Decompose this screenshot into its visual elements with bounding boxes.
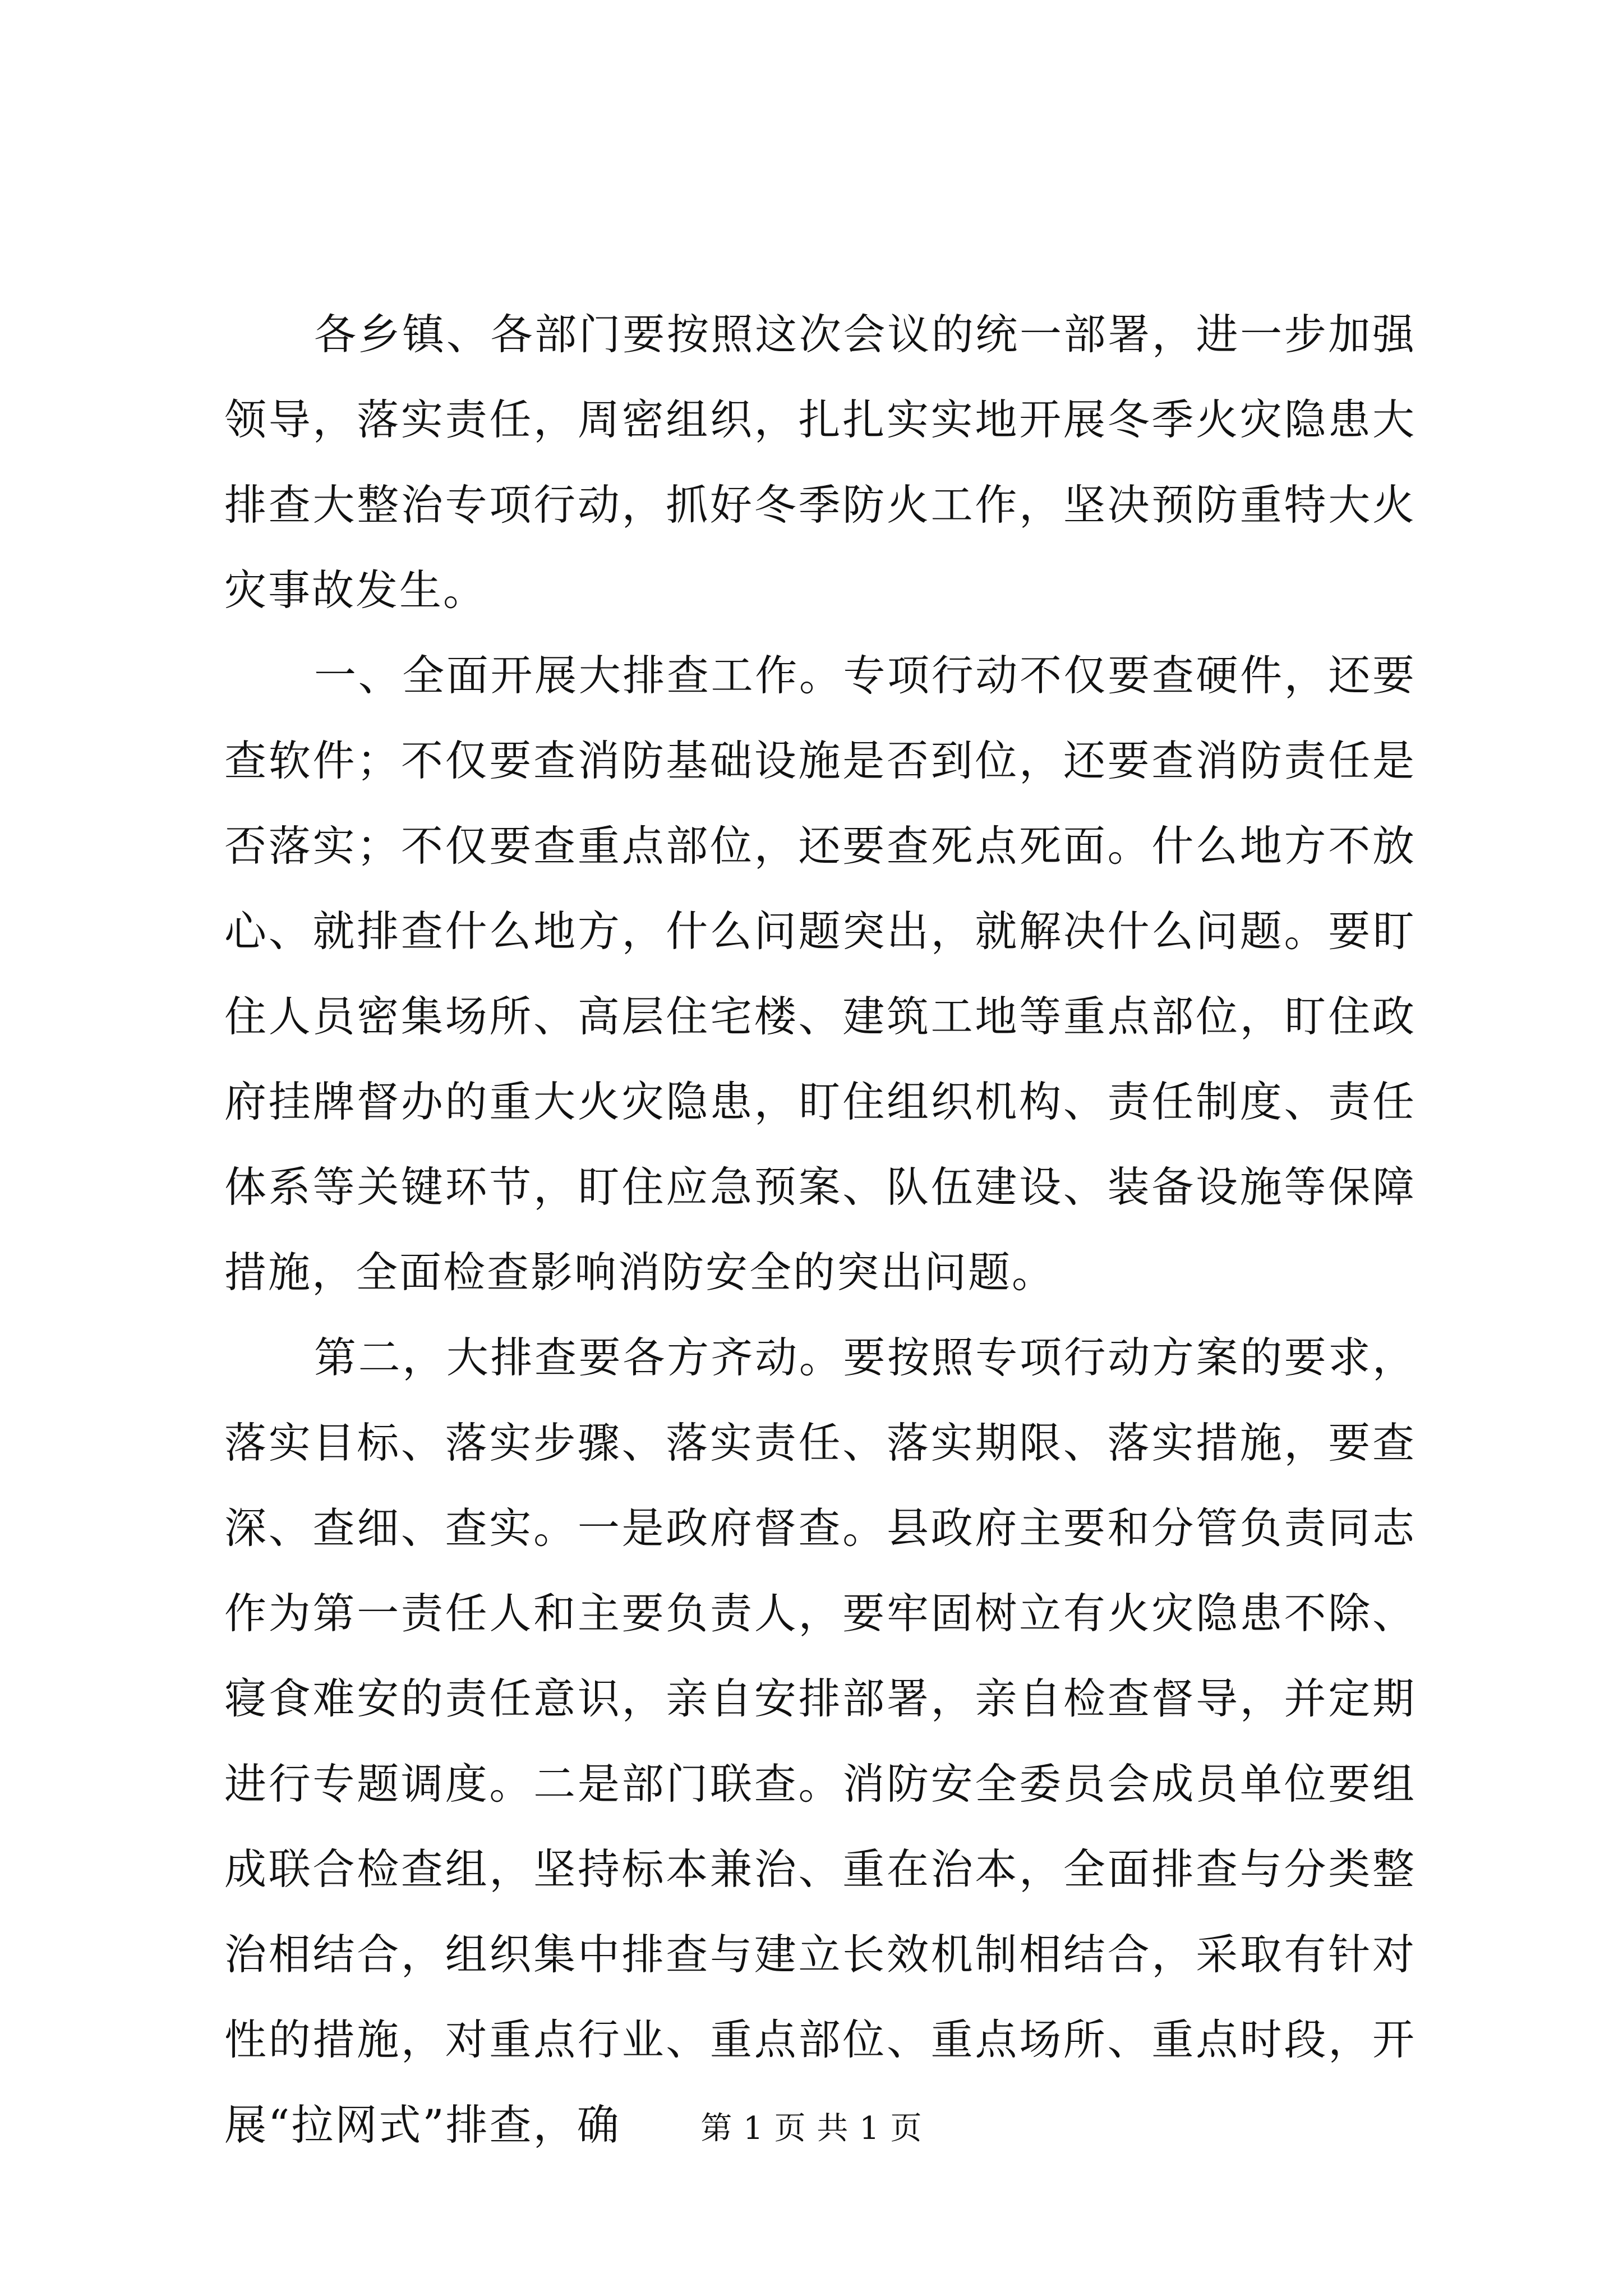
paragraph-intro: 各乡镇、各部门要按照这次会议的统一部署，进一步加强领导，落实责任，周密组织，扎扎实实地开展冬季火灾隐患大排查大整治专项行动，抓好冬季防火工作，坚决预防重特大火灾事故发生。 [224,310,1416,615]
document-body [224,292,1416,2168]
paragraph-section-two: 第二，大排查要各方齐动。要按照专项行动方案的要求，落实目标、落实步骤、落实责任、落实期限、落实措施，要查深、查细、查实。一是政府督查。县政府主要和分管负责同志作为第一责任人和主要负责人，要牢固树立有火灾隐患不除、寝食难安的责任意识，亲自安排部署，亲自检查督导，并定期进行专题调度。二是部门联查。消防安全委员会成员单位要组成联合检查组，坚持标本兼治、重在治本，全面排查与分类整治相结合，组织集中排查与建立长效机制相结合，采取有针对性的措施，对重点行业、重点部位、重点场所、重点时段，开展“拉网式”排查，确 [224,1333,1416,2150]
page-footer: 第 1 页 共 1 页 [700,2110,923,2147]
paragraph-section-one: 一、全面开展大排查工作。专项行动不仅要查硬件，还要查软件；不仅要查消防基础设施是否到位，还要查消防责任是否落实；不仅要查重点部位，还要查死点死面。什么地方不放心、就排查什么地方，什么问题突出，就解决什么问题。要盯住人员密集场所、高层住宅楼、建筑工地等重点部位，盯住政府挂牌督办的重大火灾隐患，盯住组织机构、责任制度、责任体系等关键环节，盯住应急预案、队伍建设、装备设施等保障措施，全面检查影响消防安全的突出问题。 [224,651,1416,1297]
